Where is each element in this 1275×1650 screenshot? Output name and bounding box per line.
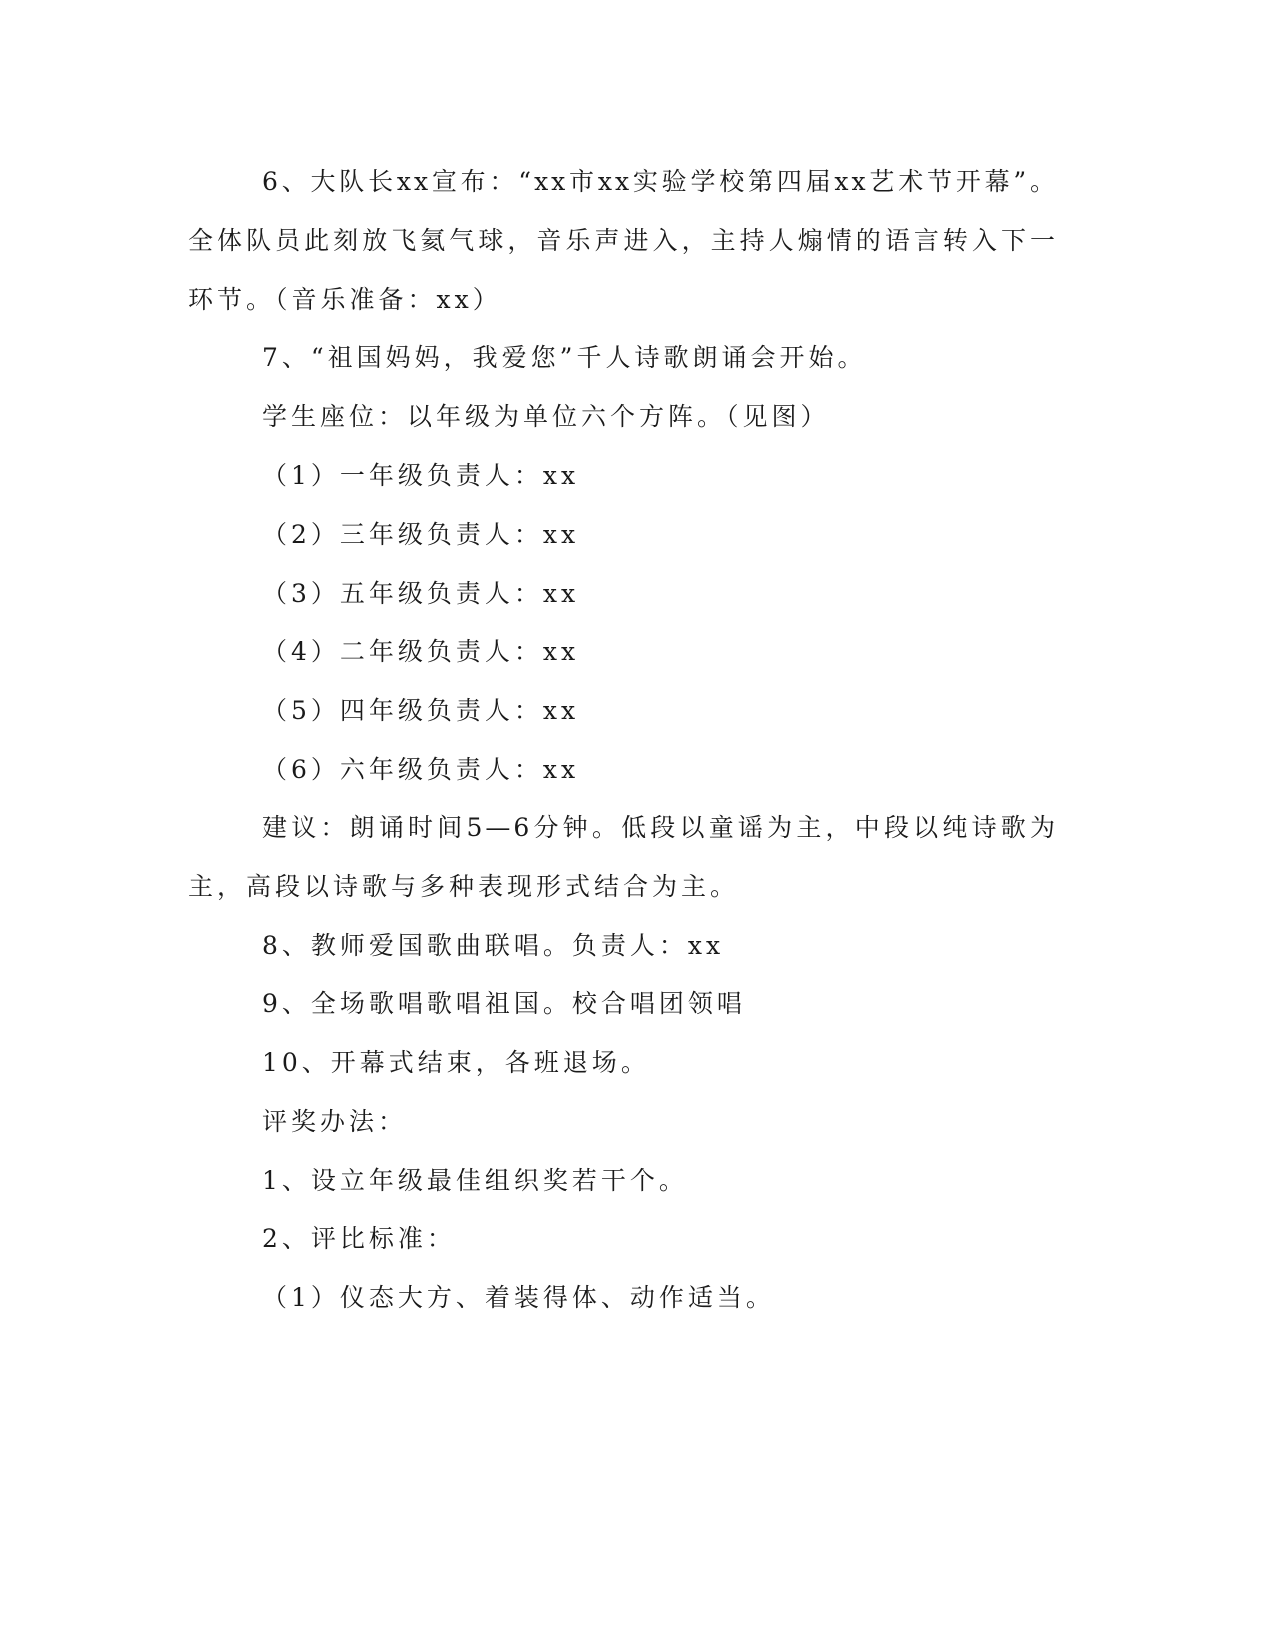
paragraph-7: 7、“祖国妈妈，我爱您”千人诗歌朗诵会开始。	[262, 343, 867, 372]
advice-line-1: 建议：朗诵时间5—6分钟。低段以童谣为主，中段以纯诗歌为	[262, 813, 1058, 842]
paragraph-10: 10、开幕式结束，各班退场。	[262, 1048, 650, 1077]
grade-leader-2: （2）三年级负责人：xx	[262, 520, 580, 549]
paragraph-6-line-2: 全体队员此刻放飞氦气球，音乐声进入，主持人煽情的语言转入下一	[188, 226, 1058, 255]
award-criterion-1: （1）仪态大方、着装得体、动作适当。	[262, 1283, 775, 1312]
advice-line-2: 主，高段以诗歌与多种表现形式结合为主。	[188, 872, 740, 901]
grade-leader-6: （6）六年级负责人：xx	[262, 755, 580, 784]
paragraph-9: 9、全场歌唱歌唱祖国。校合唱团领唱	[262, 989, 746, 1018]
paragraph-8: 8、教师爱国歌曲联唱。负责人：xx	[262, 931, 725, 960]
award-item-2: 2、评比标准：	[262, 1224, 456, 1253]
award-item-1: 1、设立年级最佳组织奖若干个。	[262, 1166, 688, 1195]
grade-leader-4: （4）二年级负责人：xx	[262, 637, 580, 666]
grade-leader-1: （1）一年级负责人：xx	[262, 461, 580, 490]
paragraph-6-line-1: 6、大队长xx宣布：“xx市xx实验学校第四届xx艺术节开幕”。	[262, 167, 1058, 196]
seating-paragraph: 学生座位：以年级为单位六个方阵。（见图）	[262, 402, 830, 431]
grade-leader-5: （5）四年级负责人：xx	[262, 696, 580, 725]
paragraph-6-line-3: 环节。（音乐准备：xx）	[188, 285, 502, 314]
grade-leader-3: （3）五年级负责人：xx	[262, 579, 580, 608]
award-method-heading: 评奖办法：	[262, 1107, 408, 1136]
